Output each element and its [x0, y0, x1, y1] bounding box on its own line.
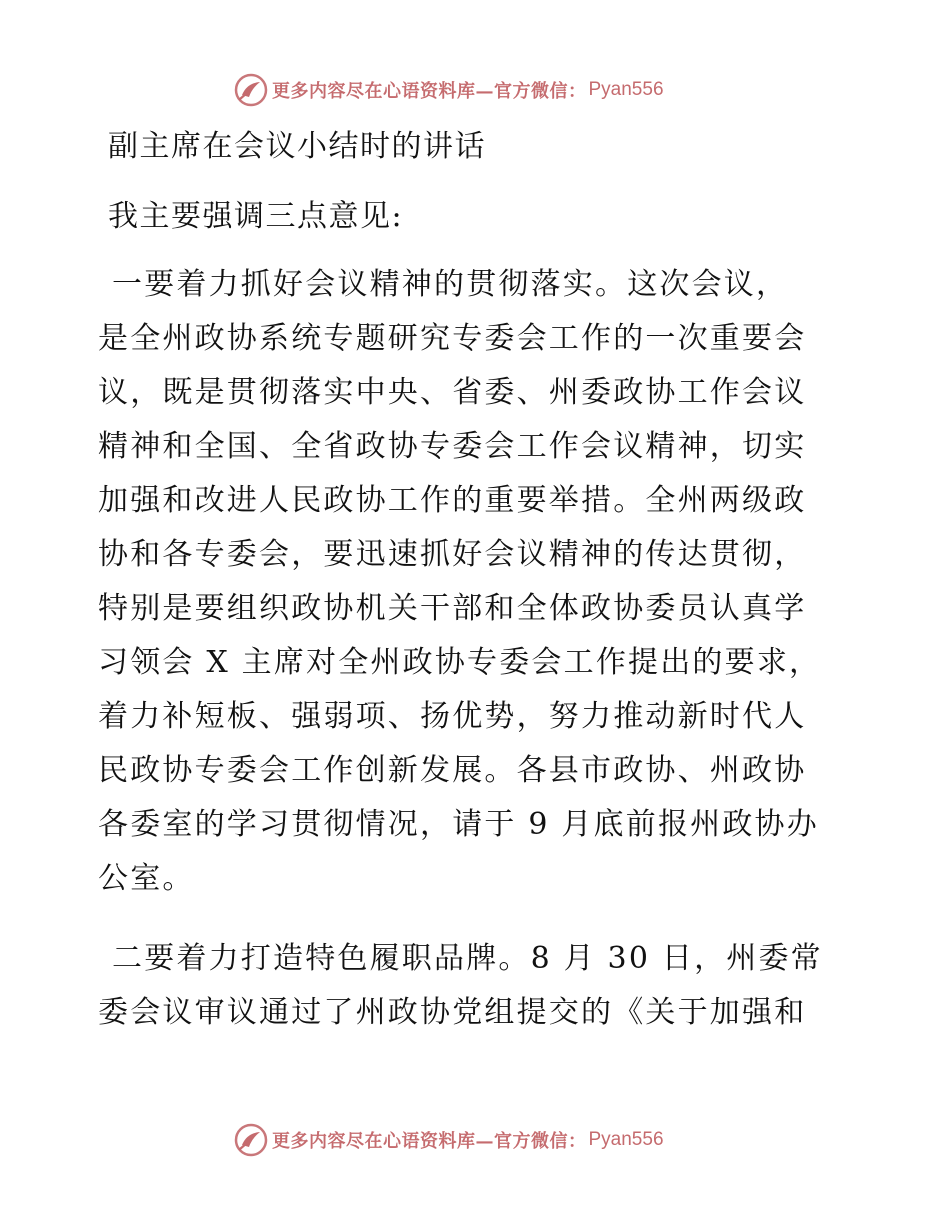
paragraph-line: 特别是要组织政协机关干部和全体政协委员认真学	[98, 591, 807, 626]
paragraph-line: 精神和全国、全省政协专委会工作会议精神，切实	[98, 429, 807, 464]
paragraph-line: 议，既是贯彻落实中央、省委、州委政协工作会议	[98, 375, 807, 410]
paragraph-line: 公室。	[98, 861, 195, 896]
paragraph-line: 协和各专委会，要迅速抓好会议精神的传达贯彻，	[98, 537, 807, 572]
intro-line: 我主要强调三点意见:	[108, 199, 404, 234]
logo-icon	[234, 1123, 268, 1157]
paragraph-2	[98, 932, 858, 1040]
document-title: 副主席在会议小结时的讲话	[108, 129, 486, 164]
watermark-text: 更多内容尽在心语资料库—官方微信：	[272, 81, 587, 102]
document-body	[98, 118, 858, 1040]
paragraph-line: 是全州政协系统专题研究专委会工作的一次重要会	[98, 321, 807, 356]
paragraph-line: 民政协专委会工作创新发展。各县市政协、州政协	[98, 753, 807, 788]
watermark-wechat-id: Pyan556	[588, 1129, 664, 1150]
logo-icon	[234, 73, 268, 107]
paragraph-line: 加强和改进人民政协工作的重要举措。全州两级政	[98, 483, 807, 518]
paragraph-line: 二要着力打造特色履职品牌。8 月 30 日，州委常	[112, 941, 823, 976]
watermark-text: 更多内容尽在心语资料库—官方微信：	[272, 1131, 587, 1152]
watermark-header	[234, 72, 664, 108]
paragraph-line: 习领会 X 主席对全州政协专委会工作提出的要求，	[98, 645, 822, 680]
watermark-wechat-id: Pyan556	[588, 79, 664, 100]
paragraph-line: 一要着力抓好会议精神的贯彻落实。这次会议，	[112, 267, 789, 302]
paragraph-line: 委会议审议通过了州政协党组提交的《关于加强和	[98, 995, 807, 1030]
paragraph-1	[98, 258, 858, 906]
paragraph-line: 各委室的学习贯彻情况，请于 9 月底前报州政协办	[98, 807, 819, 842]
watermark-footer	[234, 1122, 664, 1158]
paragraph-line: 着力补短板、强弱项、扬优势，努力推动新时代人	[98, 699, 807, 734]
